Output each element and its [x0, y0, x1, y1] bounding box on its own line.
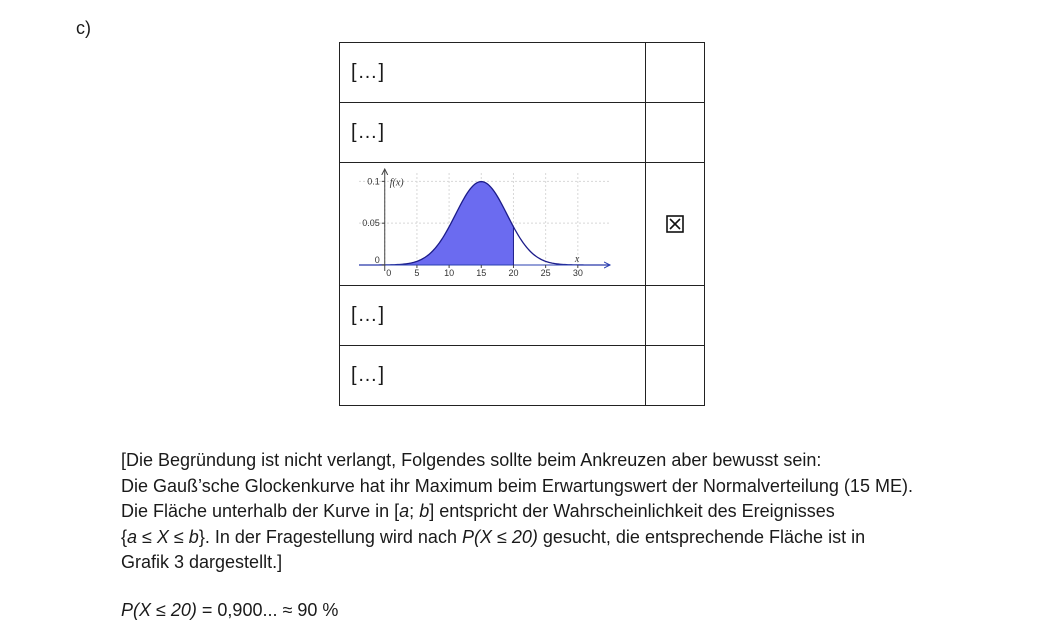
text-fragment: }. In der Fragestellung wird nach — [198, 526, 462, 547]
section-label: c) — [76, 18, 91, 38]
x-tick-label: 5 — [414, 268, 420, 278]
option-text — [340, 346, 646, 406]
option-text — [340, 43, 646, 103]
x-axis-label: x — [574, 254, 580, 265]
normal-distribution-chart — [352, 165, 622, 283]
x-tick-label: 25 — [540, 268, 551, 278]
option-text — [340, 286, 646, 346]
result-lhs: P(X ≤ 20) — [121, 600, 197, 620]
option-row — [340, 103, 705, 163]
explanation-line — [121, 525, 1001, 551]
option-4-checkbox[interactable] — [646, 286, 705, 346]
math-var: b — [419, 501, 430, 521]
math-expression: a ≤ X ≤ b — [127, 526, 199, 547]
explanation-text — [121, 448, 1001, 576]
option-3-checkbox[interactable] — [646, 163, 705, 286]
text-fragment: Die Fläche unterhalb der Kurve in [ — [121, 501, 400, 521]
y-axis-label: f(x) — [389, 177, 404, 189]
option-2-text: […] — [351, 121, 386, 143]
option-row — [340, 286, 705, 346]
option-3-graph-cell — [340, 163, 646, 286]
result-rhs: = 0,900... ≈ 90 % — [196, 600, 339, 620]
option-1-text: […] — [351, 61, 386, 83]
y-tick-label: 0.05 — [362, 218, 380, 229]
answer-options-table — [339, 42, 705, 406]
explanation-line: Die Gauß’sche Glockenkurve hat ihr Maximum beim Erwartungswert der Normalverteilung (15 ME). — [121, 475, 913, 496]
text-fragment: ] entspricht der Wahrscheinlichkeit des Ereignisses — [429, 501, 835, 521]
x-tick-label: 10 — [444, 268, 455, 278]
option-5-checkbox[interactable] — [646, 346, 705, 406]
math-var: a — [399, 501, 410, 521]
option-5-text: […] — [351, 364, 386, 386]
result-line — [121, 600, 338, 621]
explanation-line: Grafik 3 dargestellt.] — [121, 552, 283, 572]
option-4-text: […] — [351, 304, 386, 326]
math-expression: P(X ≤ 20) — [461, 526, 538, 547]
option-row — [340, 346, 705, 406]
text-fragment: { — [121, 526, 128, 547]
explanation-line: [Die Begründung ist nicht verlangt, Folgendes sollte beim Ankreuzen aber bewusst sein: — [121, 450, 822, 470]
option-row — [340, 163, 705, 286]
x-tick-label: 0 — [386, 268, 392, 278]
x-tick-label: 15 — [476, 268, 487, 278]
text-fragment: ; — [409, 501, 420, 521]
explanation-line — [121, 499, 1001, 525]
y-tick-label: 0 — [374, 255, 380, 265]
x-tick-label: 30 — [572, 268, 583, 278]
option-1-checkbox[interactable] — [646, 43, 705, 103]
y-tick-label: 0.1 — [367, 176, 380, 187]
x-tick-label: 20 — [508, 268, 519, 278]
option-2-checkbox[interactable] — [646, 103, 705, 163]
checked-cross-icon — [666, 215, 684, 233]
option-text — [340, 103, 646, 163]
option-row — [340, 43, 705, 103]
text-fragment: gesucht, die entsprechende Fläche ist in — [537, 526, 866, 547]
